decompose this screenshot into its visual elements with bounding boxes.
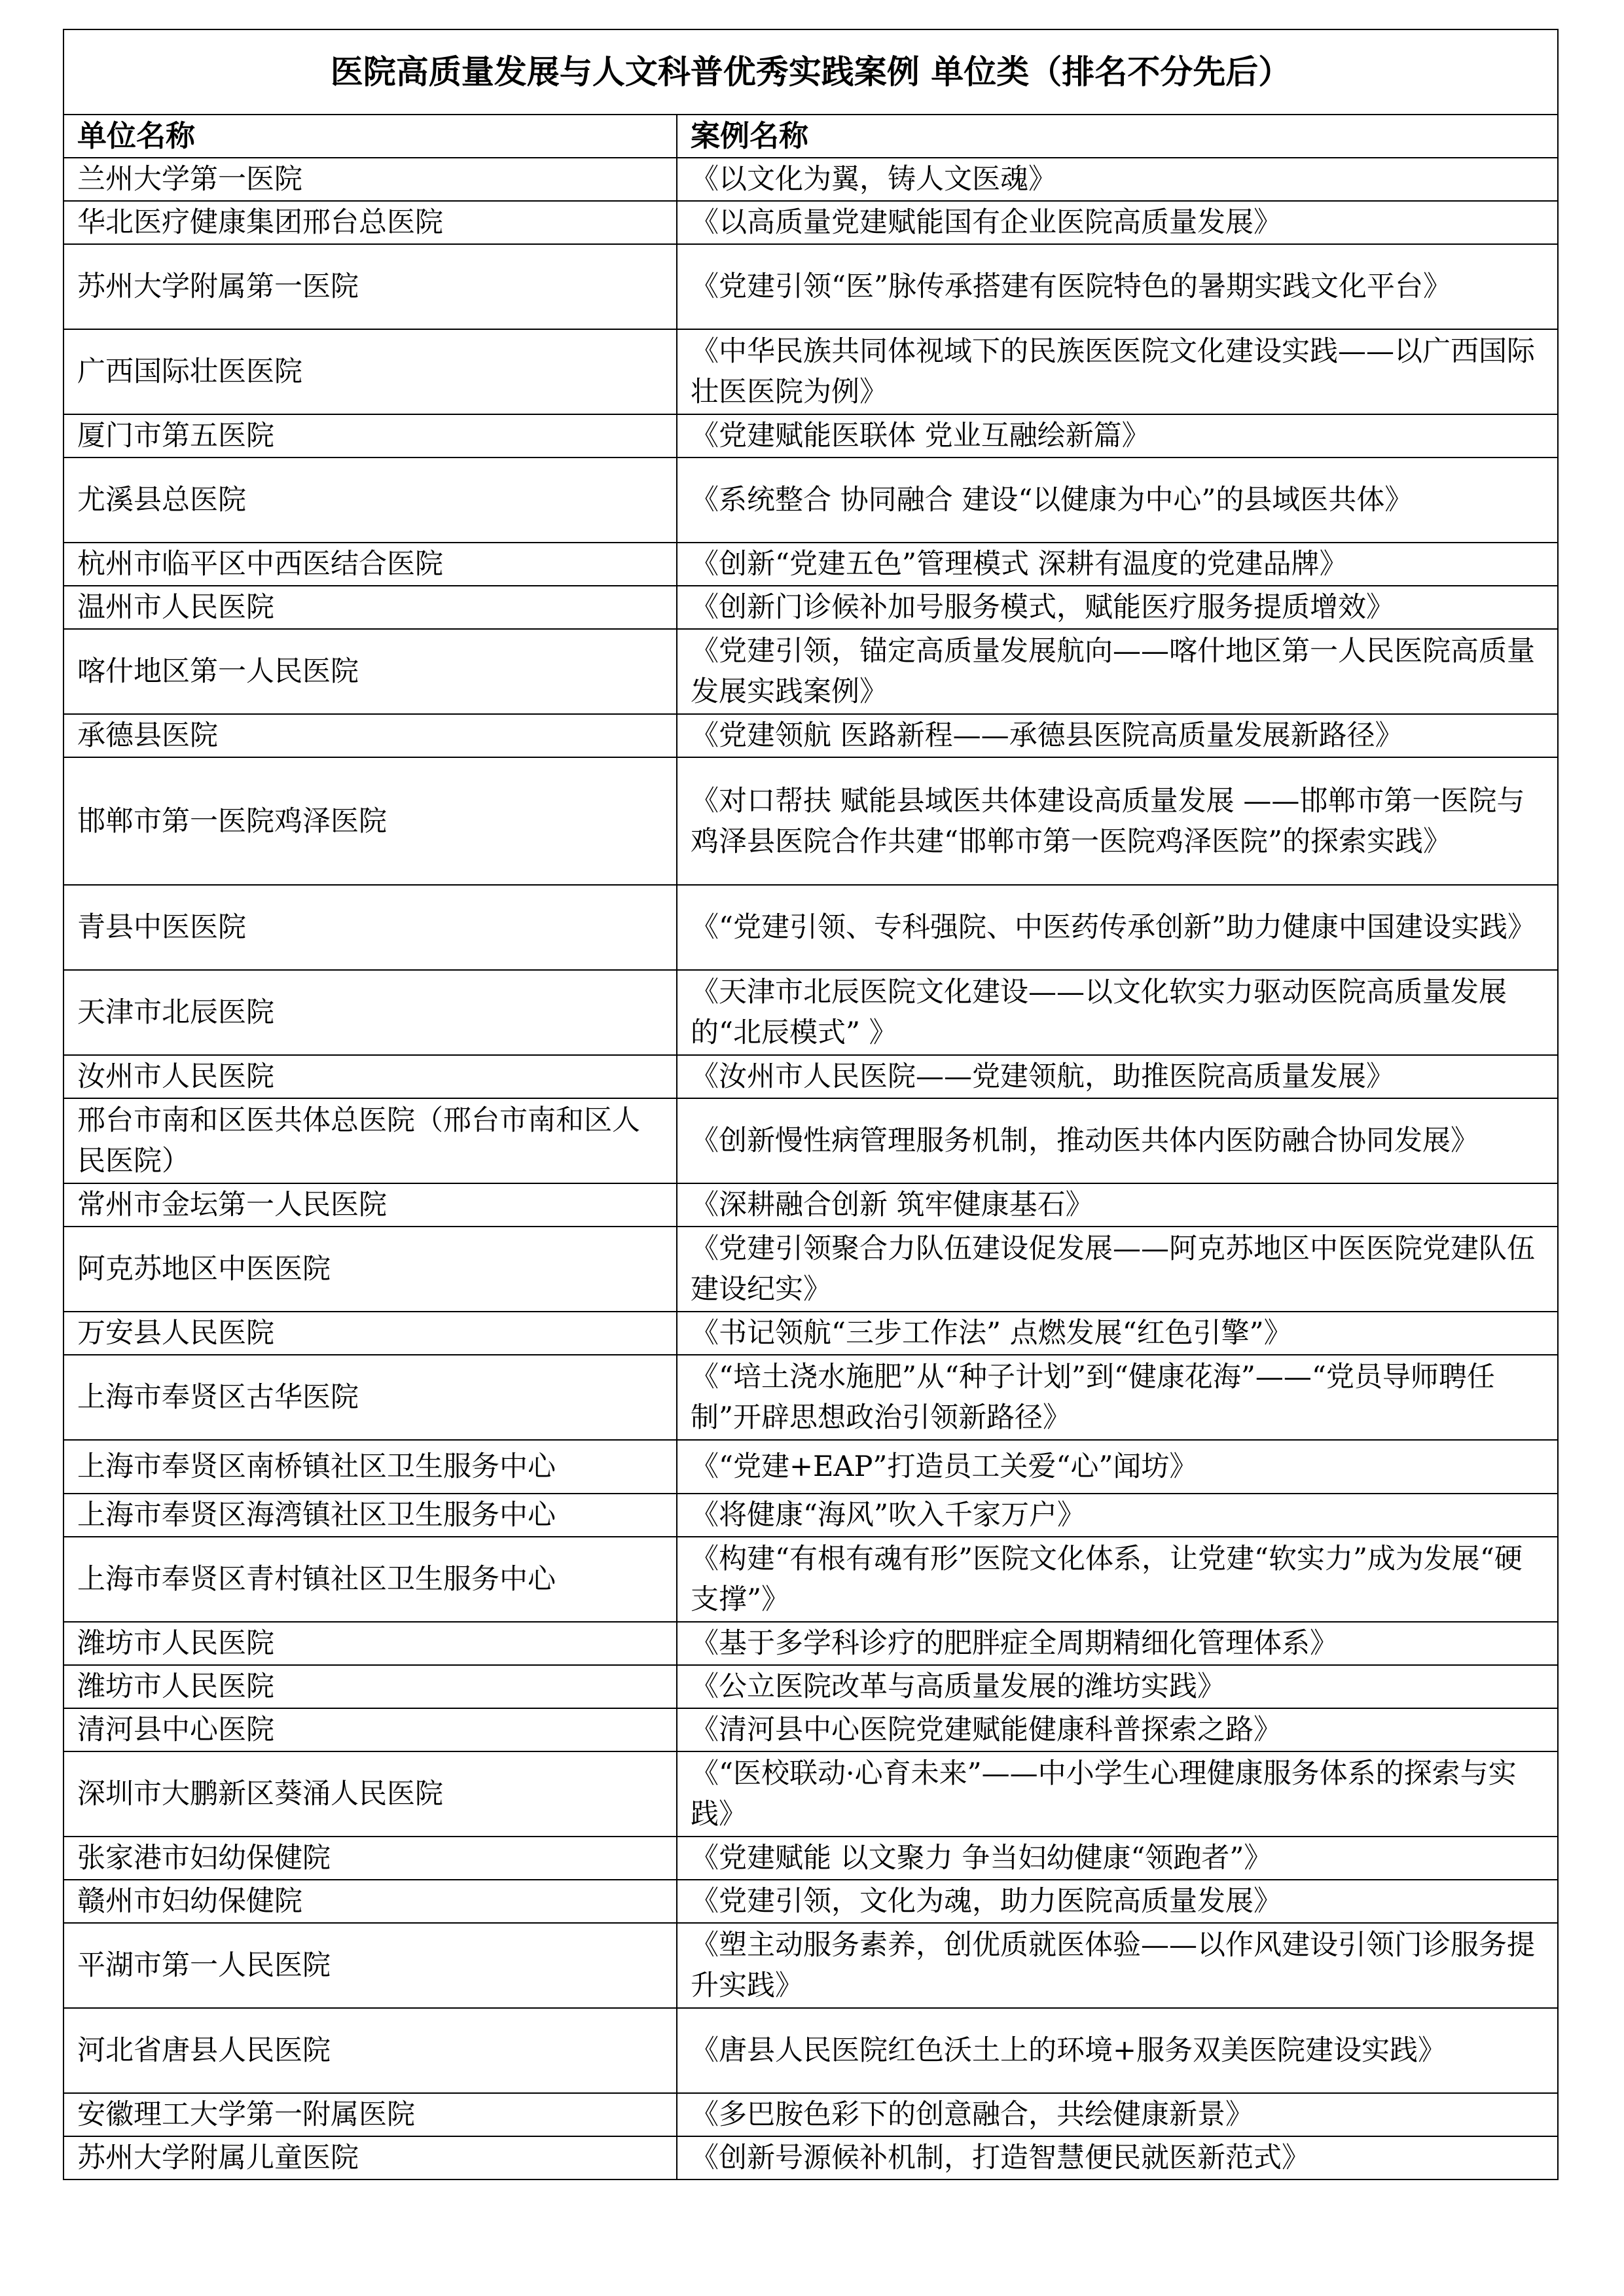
case-name-cell: 《“培土浇水施肥”从“种子计划”到“健康花海”——“党员导师聘任制”开辟思想政治引领新路径》 <box>677 1355 1558 1440</box>
table-row <box>63 543 1558 586</box>
table-row <box>63 1227 1558 1312</box>
case-name-cell: 《中华民族共同体视域下的民族医医院文化建设实践——以广西国际壮医医院为例》 <box>677 329 1558 414</box>
unit-name-cell: 上海市奉贤区海湾镇社区卫生服务中心 <box>63 1494 677 1537</box>
case-name-cell: 《党建引领，锚定高质量发展航向——喀什地区第一人民医院高质量发展实践案例》 <box>677 629 1558 714</box>
unit-name-cell: 厦门市第五医院 <box>63 414 677 457</box>
unit-name-cell: 平湖市第一人民医院 <box>63 1923 677 2008</box>
unit-name-cell: 河北省唐县人民医院 <box>63 2008 677 2093</box>
case-name-cell: 《创新慢性病管理服务机制，推动医共体内医防融合协同发展》 <box>677 1098 1558 1183</box>
unit-name-cell: 喀什地区第一人民医院 <box>63 629 677 714</box>
table-row <box>63 1622 1558 1665</box>
table-row <box>63 1440 1558 1494</box>
table-row <box>63 1312 1558 1355</box>
case-name-cell: 《系统整合 协同融合 建设“以健康为中心”的县域医共体》 <box>677 457 1558 543</box>
case-name-cell: 《“医校联动·心育未来”——中小学生心理健康服务体系的探索与实践》 <box>677 1751 1558 1837</box>
table-row <box>63 1751 1558 1837</box>
table-row <box>63 2093 1558 2136</box>
unit-name-cell: 赣州市妇幼保健院 <box>63 1880 677 1923</box>
table-row <box>63 1708 1558 1751</box>
unit-name-cell: 张家港市妇幼保健院 <box>63 1837 677 1880</box>
unit-name-cell: 安徽理工大学第一附属医院 <box>63 2093 677 2136</box>
table-row <box>63 714 1558 757</box>
table-row <box>63 158 1558 201</box>
case-name-cell: 《公立医院改革与高质量发展的潍坊实践》 <box>677 1665 1558 1708</box>
table-row <box>63 970 1558 1055</box>
table-row <box>63 1665 1558 1708</box>
table-row <box>63 629 1558 714</box>
unit-name-cell: 天津市北辰医院 <box>63 970 677 1055</box>
unit-name-cell: 上海市奉贤区青村镇社区卫生服务中心 <box>63 1537 677 1622</box>
table-row <box>63 457 1558 543</box>
unit-name-cell: 上海市奉贤区古华医院 <box>63 1355 677 1440</box>
case-name-cell: 《“党建+EAP”打造员工关爱“心”闻坊》 <box>677 1440 1558 1494</box>
case-name-cell: 《党建引领聚合力队伍建设促发展——阿克苏地区中医医院党建队伍建设纪实》 <box>677 1227 1558 1312</box>
header-case-name: 案例名称 <box>677 115 1558 158</box>
unit-name-cell: 承德县医院 <box>63 714 677 757</box>
case-name-cell: 《党建领航 医路新程——承德县医院高质量发展新路径》 <box>677 714 1558 757</box>
document-title: 医院高质量发展与人文科普优秀实践案例 单位类（排名不分先后） <box>63 29 1558 115</box>
header-row <box>63 115 1558 158</box>
table-row <box>63 1183 1558 1227</box>
case-name-cell: 《创新门诊候补加号服务模式，赋能医疗服务提质增效》 <box>677 586 1558 629</box>
case-name-cell: 《唐县人民医院红色沃土上的环境+服务双美医院建设实践》 <box>677 2008 1558 2093</box>
case-name-cell: 《天津市北辰医院文化建设——以文化软实力驱动医院高质量发展的“北辰模式” 》 <box>677 970 1558 1055</box>
case-name-cell: 《对口帮扶 赋能县域医共体建设高质量发展 ——邯郸市第一医院与鸡泽县医院合作共建“邯郸市第一医院鸡泽医院”的探索实践》 <box>677 757 1558 885</box>
title-row <box>63 29 1558 115</box>
unit-name-cell: 上海市奉贤区南桥镇社区卫生服务中心 <box>63 1440 677 1494</box>
case-name-cell: 《基于多学科诊疗的肥胖症全周期精细化管理体系》 <box>677 1622 1558 1665</box>
table-body <box>63 29 1558 2179</box>
unit-name-cell: 广西国际壮医医院 <box>63 329 677 414</box>
table-row <box>63 757 1558 885</box>
unit-name-cell: 邢台市南和区医共体总医院（邢台市南和区人民医院） <box>63 1098 677 1183</box>
case-name-cell: 《清河县中心医院党建赋能健康科普探索之路》 <box>677 1708 1558 1751</box>
unit-name-cell: 华北医疗健康集团邢台总医院 <box>63 201 677 244</box>
table-row <box>63 1923 1558 2008</box>
unit-name-cell: 潍坊市人民医院 <box>63 1622 677 1665</box>
table-row <box>63 201 1558 244</box>
case-name-cell: 《党建赋能医联体 党业互融绘新篇》 <box>677 414 1558 457</box>
case-name-cell: 《深耕融合创新 筑牢健康基石》 <box>677 1183 1558 1227</box>
case-name-cell: 《创新“党建五色”管理模式 深耕有温度的党建品牌》 <box>677 543 1558 586</box>
table-row <box>63 1494 1558 1537</box>
case-name-cell: 《以高质量党建赋能国有企业医院高质量发展》 <box>677 201 1558 244</box>
table-row <box>63 1537 1558 1622</box>
unit-name-cell: 青县中医医院 <box>63 885 677 970</box>
unit-name-cell: 邯郸市第一医院鸡泽医院 <box>63 757 677 885</box>
unit-name-cell: 杭州市临平区中西医结合医院 <box>63 543 677 586</box>
case-name-cell: 《“党建引领、专科强院、中医药传承创新”助力健康中国建设实践》 <box>677 885 1558 970</box>
case-name-cell: 《书记领航“三步工作法” 点燃发展“红色引擎”》 <box>677 1312 1558 1355</box>
table-row <box>63 2136 1558 2179</box>
table-row <box>63 1098 1558 1183</box>
unit-name-cell: 潍坊市人民医院 <box>63 1665 677 1708</box>
table-row <box>63 244 1558 329</box>
unit-name-cell: 汝州市人民医院 <box>63 1055 677 1098</box>
table-row <box>63 1055 1558 1098</box>
unit-name-cell: 尤溪县总医院 <box>63 457 677 543</box>
unit-name-cell: 兰州大学第一医院 <box>63 158 677 201</box>
case-name-cell: 《将健康“海风”吹入千家万户》 <box>677 1494 1558 1537</box>
table-row <box>63 2008 1558 2093</box>
case-name-cell: 《塑主动服务素养，创优质就医体验——以作风建设引领门诊服务提升实践》 <box>677 1923 1558 2008</box>
unit-name-cell: 温州市人民医院 <box>63 586 677 629</box>
unit-name-cell: 常州市金坛第一人民医院 <box>63 1183 677 1227</box>
table-row <box>63 329 1558 414</box>
case-name-cell: 《党建赋能 以文聚力 争当妇幼健康“领跑者”》 <box>677 1837 1558 1880</box>
unit-name-cell: 万安县人民医院 <box>63 1312 677 1355</box>
table-row <box>63 1837 1558 1880</box>
case-name-cell: 《创新号源候补机制，打造智慧便民就医新范式》 <box>677 2136 1558 2179</box>
case-name-cell: 《党建引领，文化为魂，助力医院高质量发展》 <box>677 1880 1558 1923</box>
unit-name-cell: 深圳市大鹏新区葵涌人民医院 <box>63 1751 677 1837</box>
header-unit-name: 单位名称 <box>63 115 677 158</box>
table-row <box>63 1355 1558 1440</box>
case-name-cell: 《以文化为翼，铸人文医魂》 <box>677 158 1558 201</box>
unit-name-cell: 苏州大学附属第一医院 <box>63 244 677 329</box>
case-name-cell: 《党建引领“医”脉传承搭建有医院特色的暑期实践文化平台》 <box>677 244 1558 329</box>
case-name-cell: 《汝州市人民医院——党建领航，助推医院高质量发展》 <box>677 1055 1558 1098</box>
table-row <box>63 1880 1558 1923</box>
case-name-cell: 《多巴胺色彩下的创意融合，共绘健康新景》 <box>677 2093 1558 2136</box>
case-name-cell: 《构建“有根有魂有形”医院文化体系，让党建“软实力”成为发展“硬支撑”》 <box>677 1537 1558 1622</box>
table-row <box>63 885 1558 970</box>
case-table <box>63 29 1559 2180</box>
table-row <box>63 586 1558 629</box>
unit-name-cell: 清河县中心医院 <box>63 1708 677 1751</box>
unit-name-cell: 苏州大学附属儿童医院 <box>63 2136 677 2179</box>
unit-name-cell: 阿克苏地区中医医院 <box>63 1227 677 1312</box>
table-row <box>63 414 1558 457</box>
